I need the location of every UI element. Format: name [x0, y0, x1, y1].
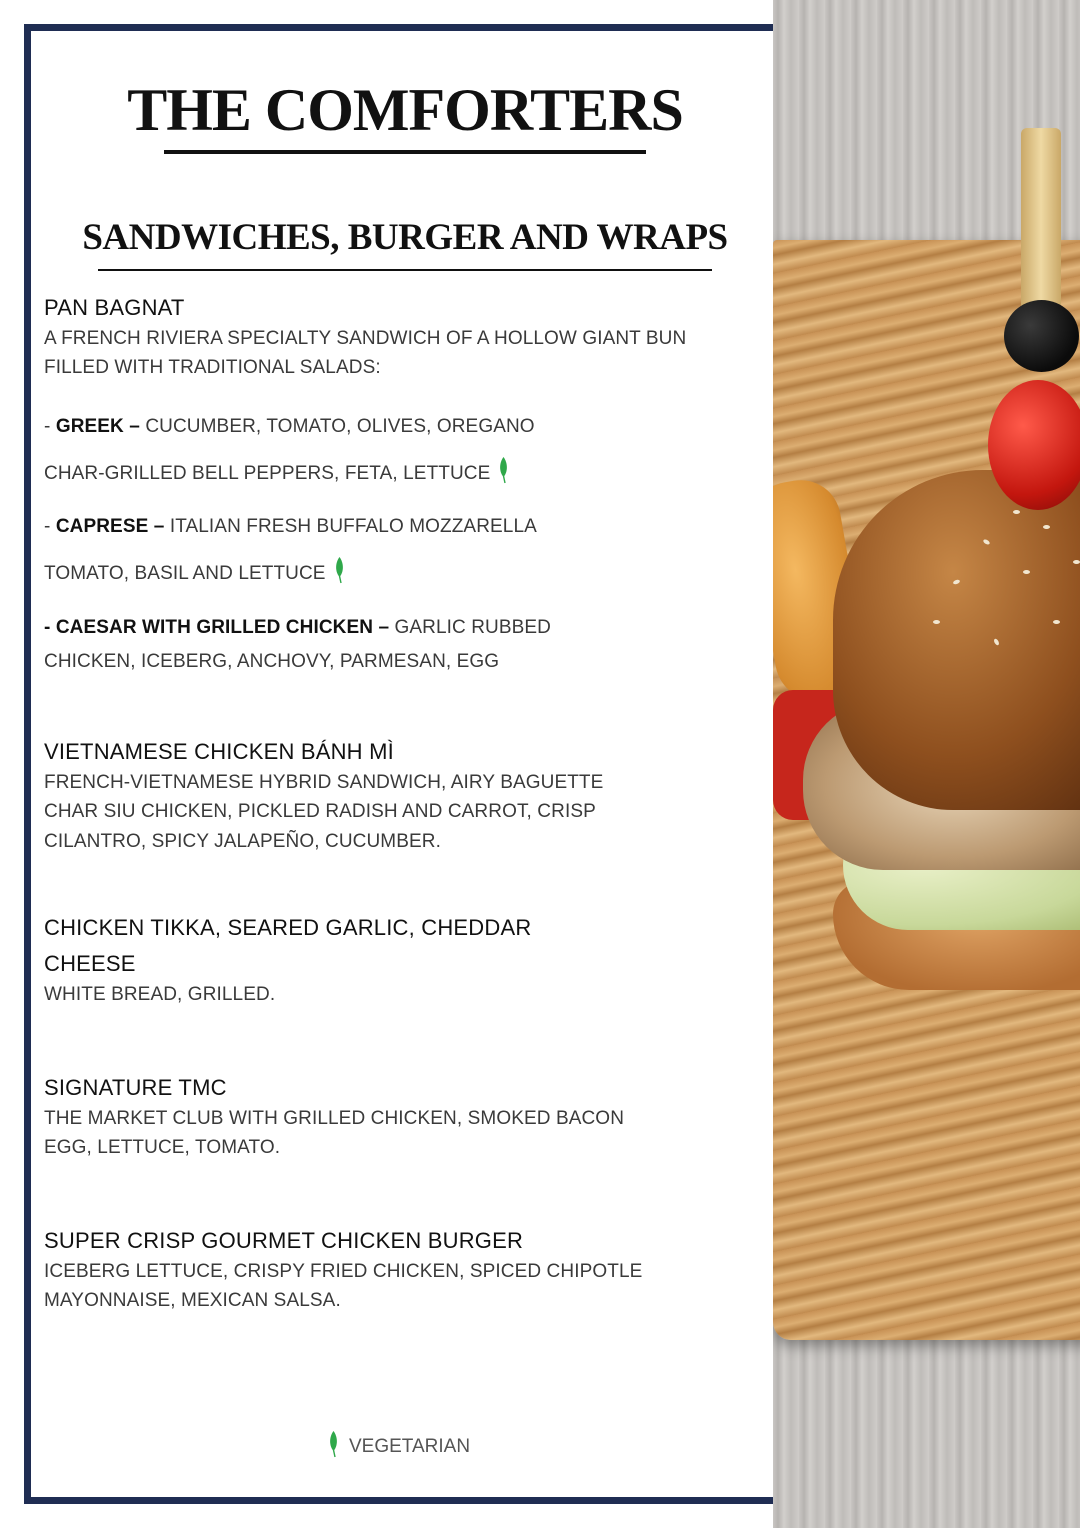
item-name-signature-tmc: SIGNATURE TMC: [44, 1075, 227, 1100]
item-desc: ICEBERG LETTUCE, CRISPY FRIED CHICKEN, SPICED CHIPOTLE: [44, 1261, 643, 1282]
legend-label: VEGETARIAN: [349, 1436, 471, 1457]
variant-caprese-line-2: TOMATO, BASIL AND LETTUCE: [44, 556, 345, 585]
variant-caesar-line-2: CHICKEN, ICEBERG, ANCHOVY, PARMESAN, EGG: [44, 651, 500, 672]
item-name-chicken-tikka-line-2: CHEESE: [44, 951, 136, 976]
item-desc: THE MARKET CLUB WITH GRILLED CHICKEN, SMOKED BACON: [44, 1108, 625, 1129]
black-olive: [1004, 300, 1079, 372]
item-name-chicken-burger: SUPER CRISP GOURMET CHICKEN BURGER: [44, 1228, 524, 1253]
item-desc: FILLED WITH TRADITIONAL SALADS:: [44, 357, 381, 378]
leaf-icon: [328, 1430, 339, 1458]
variant-greek-line-2: CHAR-GRILLED BELL PEPPERS, FETA, LETTUCE: [44, 456, 509, 485]
section-title: SANDWICHES, BURGER AND WRAPS: [82, 217, 728, 258]
item-desc: A FRENCH RIVIERA SPECIALTY SANDWICH OF A HOLLOW GIANT BUN: [44, 328, 687, 349]
variant-label: GREEK: [55, 416, 124, 437]
item-desc: WHITE BREAD, GRILLED.: [44, 984, 276, 1005]
variant-label: CAESAR WITH GRILLED CHICKEN: [55, 617, 374, 638]
item-desc: EGG, LETTUCE, TOMATO.: [44, 1137, 281, 1158]
variant-greek: - GREEK – CUCUMBER, TOMATO, OLIVES, OREGANO: [44, 416, 535, 437]
bun-top: [833, 470, 1080, 810]
section-underline: [98, 269, 712, 271]
item-desc: FRENCH-VIETNAMESE HYBRID SANDWICH, AIRY BAGUETTE: [44, 772, 604, 793]
item-desc: CHAR SIU CHICKEN, PICKLED RADISH AND CARROT, CRISP: [44, 801, 596, 822]
item-desc: MAYONNAISE, MEXICAN SALSA.: [44, 1290, 341, 1311]
variant-label: CAPRESE: [55, 516, 149, 537]
leaf-icon: [498, 456, 509, 484]
variant-caprese: - CAPRESE – ITALIAN FRESH BUFFALO MOZZARELLA: [44, 516, 537, 537]
variant-caesar: - CAESAR WITH GRILLED CHICKEN – GARLIC RUBBED: [44, 617, 552, 638]
vegetarian-legend: [328, 1430, 470, 1458]
item-name-banh-mi: VIETNAMESE CHICKEN BÁNH MÌ: [44, 739, 394, 764]
menu-title: THE COMFORTERS: [127, 77, 683, 143]
leaf-icon: [334, 556, 345, 584]
cherry-tomato: [988, 380, 1080, 510]
title-underline: [164, 150, 646, 154]
item-name-chicken-tikka: CHICKEN TIKKA, SEARED GARLIC, CHEDDAR: [44, 915, 532, 940]
item-desc: CILANTRO, SPICY JALAPEÑO, CUCUMBER.: [44, 831, 441, 852]
item-name-pan-bagnat: PAN BAGNAT: [44, 295, 185, 320]
burger-photo: [773, 0, 1080, 1528]
